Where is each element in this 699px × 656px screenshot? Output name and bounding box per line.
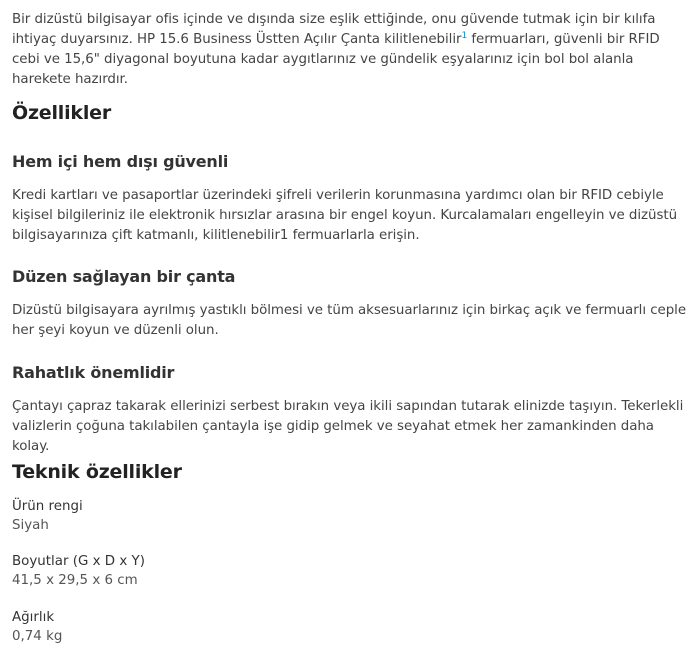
spec-label-dimensions: Boyutlar (G x D x Y) [12,554,145,569]
feature-text-secure: Kredi kartları ve pasaportlar üzerindeki şifreli verilerin korunmasına yardımcı olan bir RFID cebiyle kişisel bilgileriniz ile elektronik hırsızlar arasına bir engel koyun. Kurcalamaları engelleyin ve dizüstü bilgisayarınıza çift katmanlı, kilitlenebilir1 fermuarlarla erişin. [12,188,678,243]
feature-text-organized: Dizüstü bilgisayara ayrılmış yastıklı bölmesi ve tüm aksesuarlarınız için birkaç açık ve fermuarlı ceple her şeyi koyun ve düzenli olun. [12,303,687,338]
intro-text-after: fermuarları, güvenli bir RFID cebi ve 15,6" diyagonal boyutuna kadar aygıtlarınız ve gündelik eşyalarınız için bol bol alanla harekete hazırdır. [12,32,660,87]
spec-value-weight: 0,74 kg [12,629,63,644]
feature-title-secure: Hem içi hem dışı güvenli [12,152,229,171]
feature-title-organized: Düzen sağlayan bir çanta [12,267,236,286]
features-heading: Özellikler [12,102,112,124]
feature-text-comfort: Çantayı çapraz takarak ellerinizi serbest bırakın veya ikili sapından tutarak elinizde taşıyın. Tekerlekli valizlerin çoğuna takılabilen çantayla işe gidip gelmek ve seyahat etmek her zamankinden daha kolay. [12,399,684,454]
specs-heading: Teknik özellikler [12,461,182,483]
intro-paragraph [12,10,688,90]
feature-title-comfort: Rahatlık önemlidir [12,363,175,382]
intro-text-before: Bir dizüstü bilgisayar ofis içinde ve dışında size eşlik ettiğinde, onu güvende tutmak için bir kılıfa ihtiyaç duyarsınız. HP 15.6 Business Üstten Açılır Çanta kilitlenebilir [12,12,656,47]
spec-label-color: Ürün rengi [12,499,83,514]
footnote-link[interactable]: 1 [461,31,468,41]
spec-label-weight: Ağırlık [12,610,55,625]
spec-value-color: Siyah [12,518,49,533]
spec-value-dimensions: 41,5 x 29,5 x 6 cm [12,573,138,588]
